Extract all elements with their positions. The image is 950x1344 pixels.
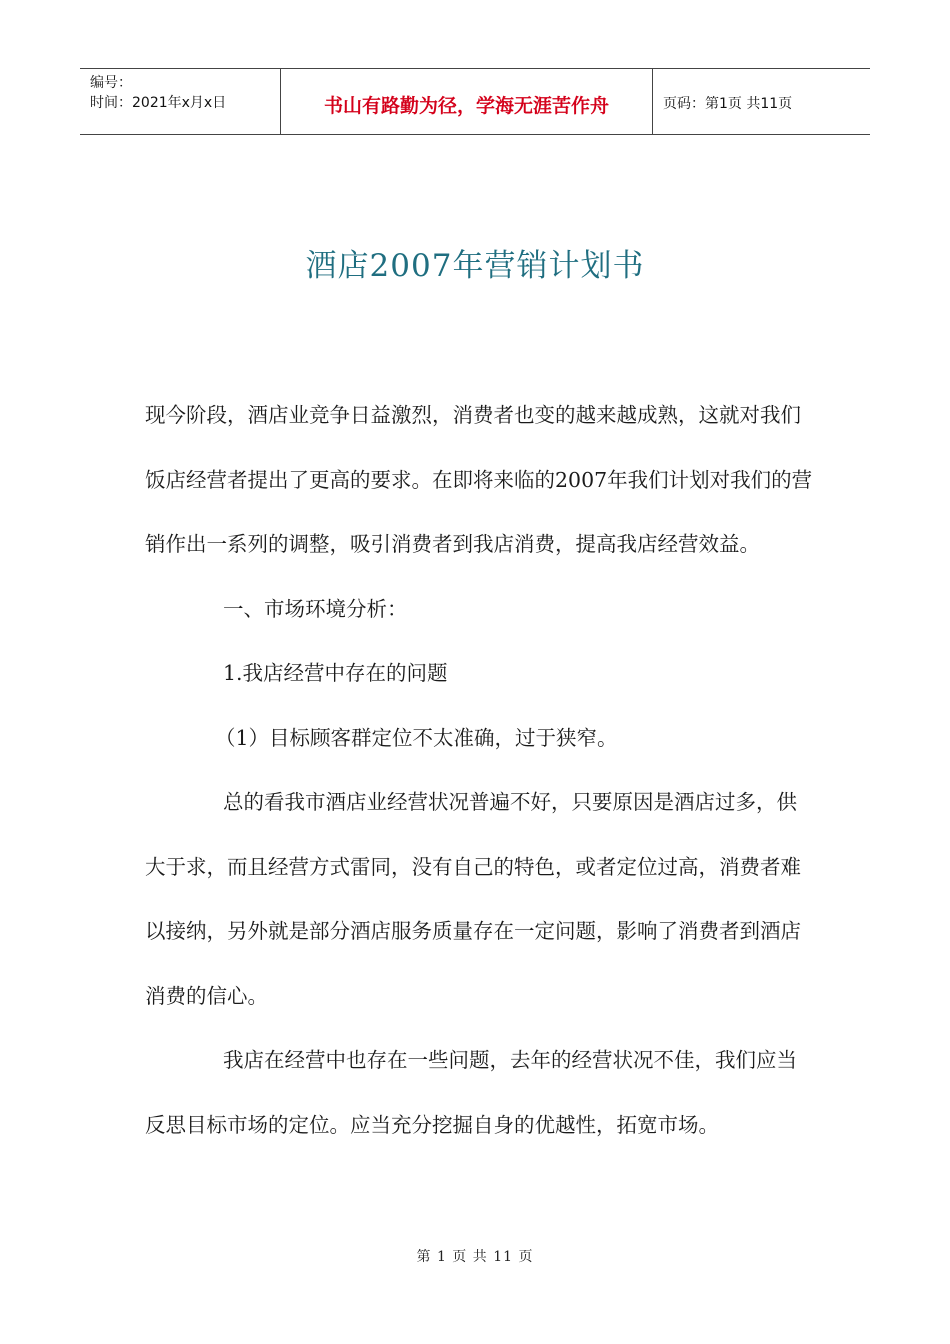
document-title: 酒店2007年营销计划书: [305, 248, 645, 284]
paragraph-reflection: 我店在经营中也存在一些问题，去年的经营状况不佳，我们应当反思目标市场的定位。应当充分挖掘自身的优越性，拓宽市场。: [145, 1048, 797, 1137]
paragraph-intro: 现今阶段，酒店业竞争日益激烈，消费者也变的越来越成熟，这就对我们饭店经营者提出了更高的要求。在即将来临的2007年我们计划对我们的营销作出一系列的调整，吸引消费者到我店消费，提高我店经营效益。: [145, 403, 813, 556]
paragraph-analysis: 总的看我市酒店业经营状况普遍不好，只要原因是酒店过多，供大于求，而且经营方式雷同，没有自己的特色，或者定位过高，消费者难以接纳，另外就是部分酒店服务质量存在一定问题，影响了消费者到酒店消费的信心。: [145, 790, 801, 1008]
document-body: [145, 383, 815, 1157]
document-header: [80, 68, 870, 135]
time-label: 时间：2021年x月x日: [90, 95, 227, 111]
header-motto: 书山有路勤为径，学海无涯苦作舟: [280, 69, 653, 134]
header-page-info: 页码：第1页 共11页: [663, 95, 793, 112]
number-label: 编号：: [90, 75, 132, 91]
page-footer: 第 1 页 共 11 页: [416, 1249, 534, 1265]
item-heading: （1）目标顾客群定位不太准确，过于狭窄。: [215, 725, 618, 750]
header-meta: [80, 69, 280, 134]
subsection-heading: 1.我店经营中存在的问题: [223, 661, 448, 685]
section-heading: 一、市场环境分析：: [223, 596, 408, 621]
